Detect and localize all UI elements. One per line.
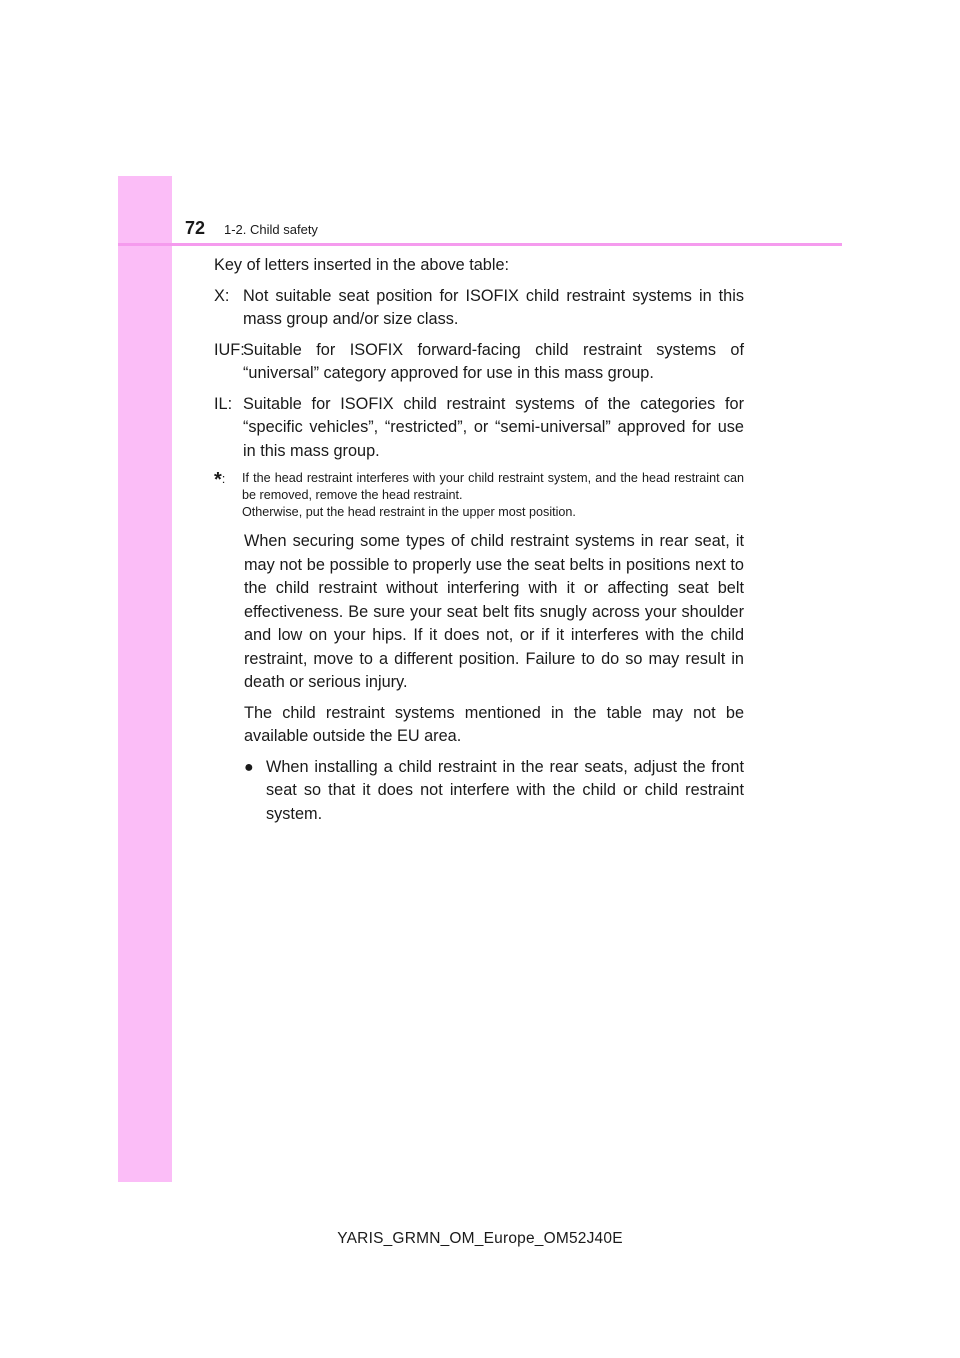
footnote-mark: *:: [214, 469, 226, 491]
key-intro: Key of letters inserted in the above table:: [214, 256, 510, 274]
section-title: 1-2. Child safety: [224, 222, 318, 237]
key-row-il: [214, 393, 744, 464]
availability-paragraph: The child restraint systems mentioned in the table may not be available outside the EU area.: [244, 703, 744, 745]
list-item: [244, 756, 744, 827]
bullet-icon: ●: [244, 758, 254, 776]
footnote-text: If the head restraint interferes with your child restraint system, and the head restraint can be removed, remove the head restraint.: [242, 471, 744, 502]
key-description: Not suitable seat position for ISOFIX child restraint systems in this mass group and/or size class.: [243, 286, 744, 328]
footnote-text-2: Otherwise, put the head restraint in the upper most position.: [242, 505, 576, 519]
page-number: 72: [185, 218, 206, 238]
safety-paragraph: When securing some types of child restraint systems in rear seat, it may not be possible to properly use the seat belts in positions next to the child restraint without interfering with it or affecting seat belt effectiveness. Be sure your seat belt fits snugly across your shoulder and low on your hips. If it does not, or if it interferes with the child restraint, move to a different position. Failure to do so may result in death or serious injury.: [244, 532, 744, 691]
key-label: IL:: [214, 394, 233, 413]
key-label: IUF:: [214, 340, 245, 359]
key-description: Suitable for ISOFIX child restraint systems of the categories for “specific vehicles”, “restricted”, or “semi-universal” approved for use in this mass group.: [243, 394, 744, 460]
header-rule: [118, 243, 842, 246]
footnote: [214, 470, 744, 521]
section-color-tab: [118, 176, 172, 1182]
key-description: Suitable for ISOFIX forward-facing child restraint systems of “universal” category approved for use in this mass group.: [243, 340, 744, 382]
key-row-iuf: [214, 339, 744, 386]
main-content: [214, 254, 744, 826]
document-id-footer: YARIS_GRMN_OM_Europe_OM52J40E: [337, 1230, 623, 1247]
key-row-x: [214, 285, 744, 332]
key-label: X:: [214, 286, 230, 305]
bullet-text: When installing a child restraint in the rear seats, adjust the front seat so that it does not interfere with the child or child restraint system.: [266, 757, 744, 823]
